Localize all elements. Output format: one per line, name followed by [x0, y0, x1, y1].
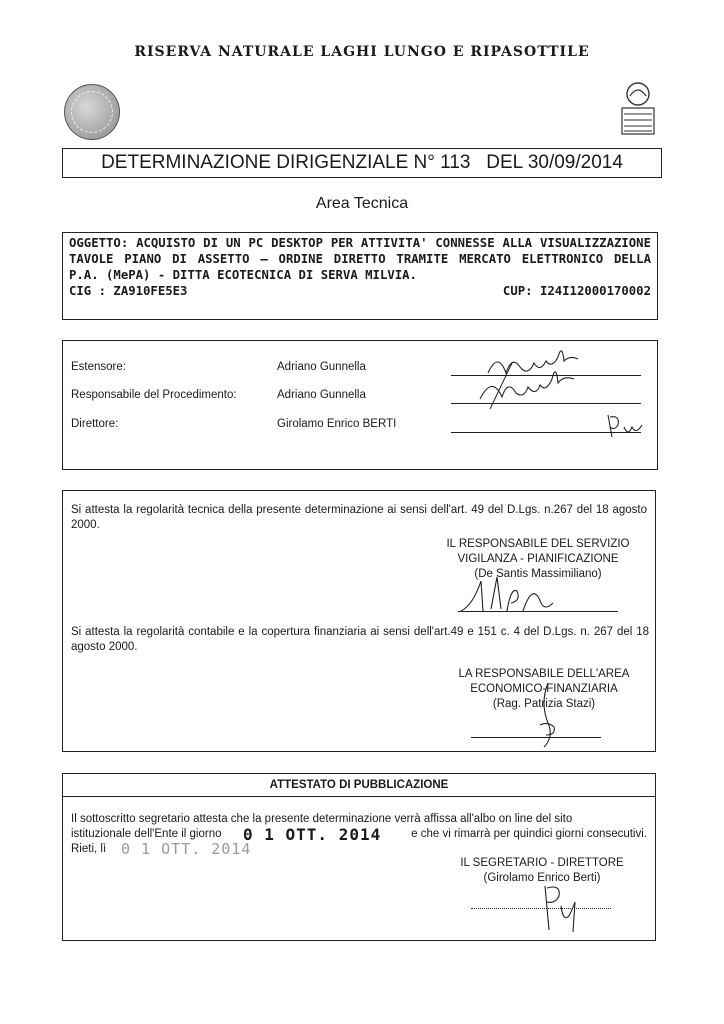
- publication-text-line: istituzionale dell'Ente il giorno: [71, 828, 222, 840]
- signatory-role: Direttore:: [71, 418, 119, 430]
- signatory-role: Responsabile del Procedimento:: [71, 389, 237, 401]
- publication-text-line: Il sottoscritto segretario attesta che la presente determinazione verrà affissa all'albo on line del sito: [71, 813, 573, 825]
- publication-text-line: e che vi rimarrà per quindici giorni consecutivi.: [411, 828, 647, 840]
- signatory-name: Adriano Gunnella: [277, 361, 366, 373]
- publication-title: ATTESTATO DI PUBBLICAZIONE: [269, 779, 449, 791]
- resp-name: (Rag. Patrizia Stazi): [492, 698, 596, 710]
- cig-code: CIG : ZA910FE5E3: [69, 284, 188, 298]
- accounting-attestation: Si attesta la regolarità contabile e la copertura finanziaria ai sensi dell'art.49 e 151 c. 4 del D.Lgs. n. 267 del 18 agosto 2000.: [71, 626, 649, 653]
- cup-code: CUP: I24I12000170002: [502, 284, 651, 298]
- divider: [63, 796, 655, 797]
- handwritten-signature: [533, 878, 583, 938]
- technical-attestation: Si attesta la regolarità tecnica della presente determinazione ai sensi dell'art. 49 del D.Lgs. n.267 del 18 agosto 2000.: [71, 504, 647, 531]
- faded-date-stamp: 0 1 OTT. 2014: [121, 840, 252, 858]
- handwritten-signatures: [468, 343, 648, 441]
- subject-text: OGGETTO: ACQUISTO DI UN PC DESKTOP PER ATTIVITA' CONNESSE ALLA VISUALIZZAZIONE TAVOLE PIANO DI ASSETTO – ORDINE DIRETTO TRAMITE MERCATO ELETTRONICO DELLA P.A. (MePA) - DITTA ECOTECNICA DI SERVA MILVIA.: [69, 236, 651, 282]
- signatories-box: [62, 340, 658, 470]
- emblem-seal-icon: [64, 84, 120, 140]
- subject-box: [62, 232, 658, 320]
- place-label: Rieti, lì: [71, 843, 107, 855]
- resp-name: (Girolamo Enrico Berti): [483, 872, 601, 884]
- date-stamp: 0 1 OTT. 2014: [243, 825, 382, 844]
- determination-number: DETERMINAZIONE DIRIGENZIALE N° 113 DEL 30/09/2014: [101, 152, 623, 173]
- publication-box: [62, 773, 656, 941]
- signatory-role: Estensore:: [71, 361, 126, 373]
- resp-title: LA RESPONSABILE DELL'AREA: [458, 668, 630, 680]
- signatory-name: Girolamo Enrico BERTI: [277, 418, 397, 430]
- resp-title: IL SEGRETARIO - DIRETTORE: [460, 857, 624, 869]
- handwritten-signature: [518, 681, 578, 751]
- handwritten-signature: [451, 571, 591, 621]
- resp-title: IL RESPONSABILE DEL SERVIZIO: [446, 538, 630, 550]
- resp-service: VIGILANZA - PIANIFICAZIONE: [457, 553, 619, 565]
- attestations-box: [62, 490, 656, 752]
- determination-header: [62, 148, 662, 178]
- organization-title: RISERVA NATURALE LAGHI LUNGO E RIPASOTTILE: [134, 44, 590, 60]
- signatory-name: Adriano Gunnella: [277, 389, 366, 401]
- area-label: Area Tecnica: [315, 195, 409, 212]
- resp-office: ECONOMICO-FINANZIARIA: [470, 683, 618, 695]
- resp-name: (De Santis Massimiliano): [474, 568, 602, 580]
- parks-logo-icon: [618, 80, 658, 136]
